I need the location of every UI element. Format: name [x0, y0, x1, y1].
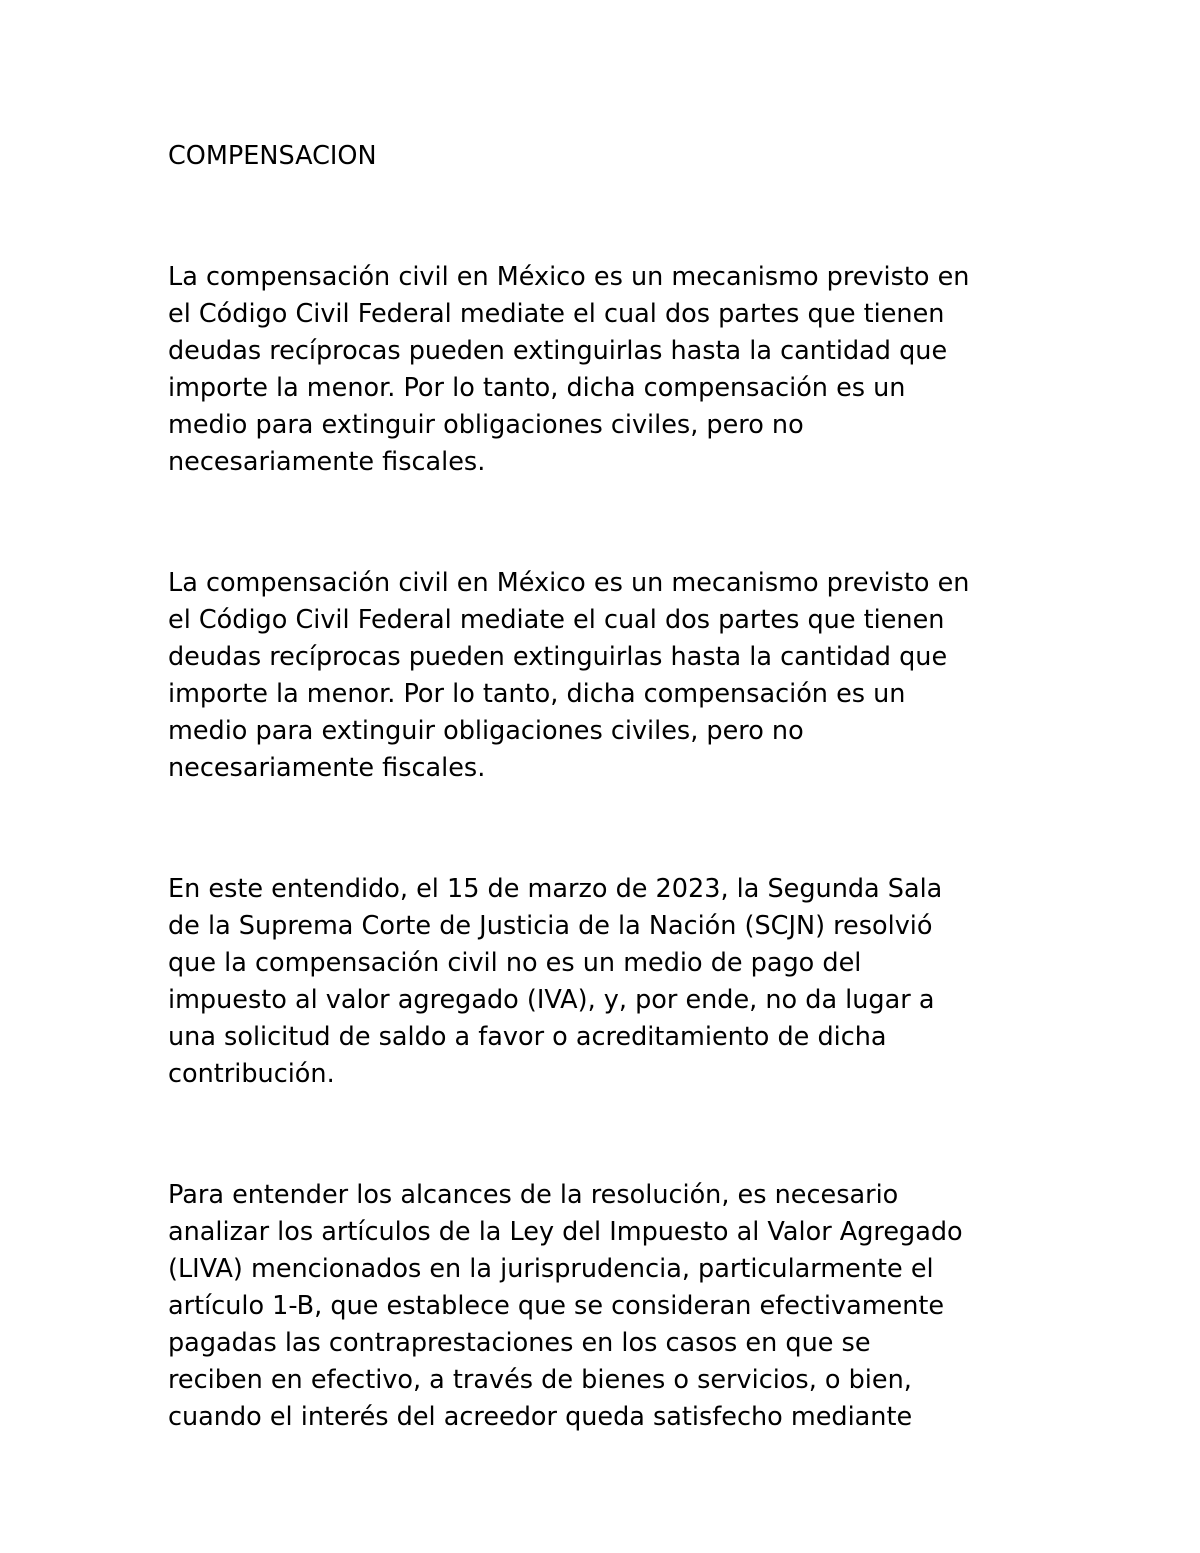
text-line: impuesto al valor agregado (IVA), y, por ende, no da lugar a [168, 985, 935, 1015]
text-line: La compensación civil en México es un mecanismo previsto en [168, 262, 970, 292]
spacer [168, 175, 1048, 259]
paragraph-4 [168, 1177, 1048, 1436]
text-line: importe la menor. Por lo tanto, dicha compensación es un [168, 373, 906, 403]
text-line: medio para extinguir obligaciones civiles, pero no [168, 410, 804, 440]
text-line: el Código Civil Federal mediate el cual dos partes que tienen [168, 605, 945, 635]
text-line: el Código Civil Federal mediate el cual dos partes que tienen [168, 299, 945, 329]
text-line: necesariamente fiscales. [168, 753, 486, 783]
text-line: reciben en efectivo, a través de bienes o servicios, o bien, [168, 1365, 912, 1395]
text-line: deudas recíprocas pueden extinguirlas hasta la cantidad que [168, 642, 948, 672]
text-line: pagadas las contraprestaciones en los casos en que se [168, 1328, 871, 1358]
document-body [168, 138, 1048, 1436]
text-line: importe la menor. Por lo tanto, dicha compensación es un [168, 679, 906, 709]
spacer [168, 1093, 1048, 1177]
text-line: contribución. [168, 1059, 335, 1089]
text-line: En este entendido, el 15 de marzo de 2023, la Segunda Sala [168, 874, 943, 904]
text-line: artículo 1-B, que establece que se consideran efectivamente [168, 1291, 945, 1321]
text-line: que la compensación civil no es un medio de pago del [168, 948, 862, 978]
text-line: Para entender los alcances de la resolución, es necesario [168, 1180, 899, 1210]
text-line: analizar los artículos de la Ley del Impuesto al Valor Agregado [168, 1217, 963, 1247]
text-line: (LIVA) mencionados en la jurisprudencia, particularmente el [168, 1254, 934, 1284]
text-line: necesariamente fiscales. [168, 447, 486, 477]
text-line: una solicitud de saldo a favor o acreditamiento de dicha [168, 1022, 887, 1052]
text-line: medio para extinguir obligaciones civiles, pero no [168, 716, 804, 746]
paragraph-2 [168, 565, 1048, 787]
text-line: deudas recíprocas pueden extinguirlas hasta la cantidad que [168, 336, 948, 366]
text-line: de la Suprema Corte de Justicia de la Nación (SCJN) resolvió [168, 911, 933, 941]
paragraph-1 [168, 259, 1048, 481]
text-line: cuando el interés del acreedor queda satisfecho mediante [168, 1402, 913, 1432]
spacer [168, 787, 1048, 871]
document-title: COMPENSACION [168, 141, 377, 171]
spacer [168, 481, 1048, 565]
paragraph-3 [168, 871, 1048, 1093]
text-line: La compensación civil en México es un mecanismo previsto en [168, 568, 970, 598]
